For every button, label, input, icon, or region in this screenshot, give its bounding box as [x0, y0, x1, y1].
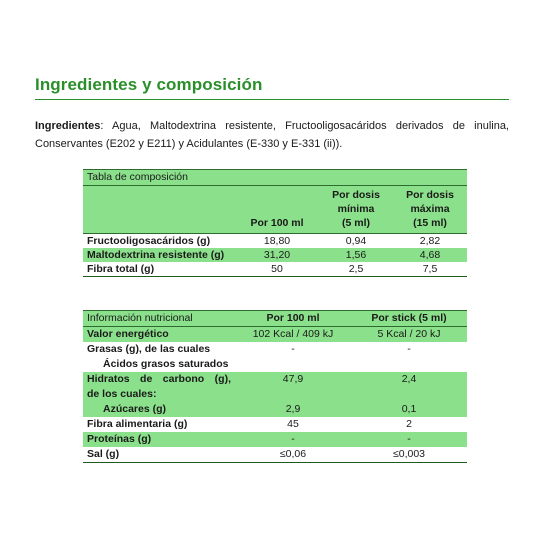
row-value: 31,20: [263, 248, 291, 261]
header-line: mínima: [337, 203, 375, 215]
row-value: 47,9: [282, 373, 304, 385]
row-label: Azúcares (g): [103, 403, 167, 415]
row-value: 2,9: [285, 403, 301, 415]
row-value: 1,56: [345, 248, 367, 261]
table-row: [83, 432, 467, 447]
title-divider: [35, 99, 509, 100]
row-value: 7,5: [393, 262, 467, 277]
row-label: Fibra alimentaria (g): [87, 418, 188, 430]
row-value: [235, 387, 351, 402]
row-value: 18,80: [263, 234, 291, 247]
table-row: [83, 447, 467, 463]
row-label: Fructooligosacáridos (g): [87, 234, 211, 247]
row-value: 102 Kcal / 409 kJ: [252, 328, 334, 340]
nutrition-header-100ml: Por 100 ml: [235, 311, 351, 327]
composition-header-max-dose: [393, 186, 467, 234]
table-row: [83, 372, 467, 387]
nutrition-header-label: Información nutricional: [83, 311, 235, 327]
header-line: Por dosis: [332, 189, 380, 201]
row-value: -: [291, 433, 295, 445]
table-row: [83, 417, 467, 432]
row-value: 2,82: [419, 234, 441, 247]
row-value: 4,68: [419, 248, 441, 261]
row-value: 2: [406, 418, 412, 430]
row-label: Grasas (g), de las cuales: [87, 343, 211, 355]
table-row: [83, 327, 467, 343]
row-label: Ácidos grasos saturados: [103, 358, 229, 370]
row-label: Sal (g): [83, 447, 235, 463]
ingredients-text: : Agua, Maltodextrina resistente, Fructooligosacáridos derivados de inulina, Conservantes (E202 y E211) y Acidulantes (E-330 y E-331 (ii)).: [35, 120, 509, 150]
row-label: Hidratos de carbono (g),: [87, 373, 231, 385]
composition-caption: Tabla de composición: [83, 170, 467, 186]
header-line: (15 ml): [413, 217, 447, 229]
row-value: 2,5: [319, 262, 393, 277]
composition-header-100ml: [235, 186, 319, 234]
composition-header-empty: [83, 186, 235, 234]
page-title: Ingredientes y composición: [35, 75, 263, 94]
row-value: [351, 357, 467, 372]
row-value: 50: [235, 262, 319, 277]
row-value: 0,1: [401, 403, 417, 415]
table-row: [83, 248, 467, 262]
header-line: máxima: [410, 203, 450, 215]
row-value: 5 Kcal / 20 kJ: [377, 328, 441, 340]
composition-header-min-dose: [319, 186, 393, 234]
row-label: Proteínas (g): [87, 433, 152, 445]
nutrition-table: [83, 310, 467, 463]
row-value: [235, 357, 351, 372]
composition-table: [83, 169, 467, 277]
row-value: [351, 387, 467, 402]
row-value: -: [407, 343, 411, 355]
nutrition-header-stick: Por stick (5 ml): [351, 311, 467, 327]
row-value: 2,4: [401, 373, 417, 385]
header-line: Por dosis: [406, 189, 454, 201]
row-value: 45: [287, 418, 299, 430]
row-label: Maltodextrina resistente (g): [87, 248, 225, 261]
table-row: [83, 234, 467, 249]
ingredients-paragraph: [35, 117, 509, 153]
table-row: [83, 342, 467, 357]
row-label: de los cuales:: [87, 388, 157, 400]
row-value: -: [407, 433, 411, 445]
row-value: -: [291, 343, 295, 355]
row-value: 0,94: [345, 234, 367, 247]
row-value: ≤0,06: [235, 447, 351, 463]
row-value: ≤0,003: [351, 447, 467, 463]
table-row: [83, 402, 467, 417]
row-label: Valor energético: [87, 328, 169, 340]
header-line: (5 ml): [341, 217, 370, 229]
header-line: Por 100 ml: [250, 217, 304, 229]
table-row: [83, 357, 467, 372]
row-label: Fibra total (g): [83, 262, 235, 277]
ingredients-label: Ingredientes: [35, 120, 101, 132]
table-row: [83, 387, 467, 402]
table-row: [83, 262, 467, 277]
